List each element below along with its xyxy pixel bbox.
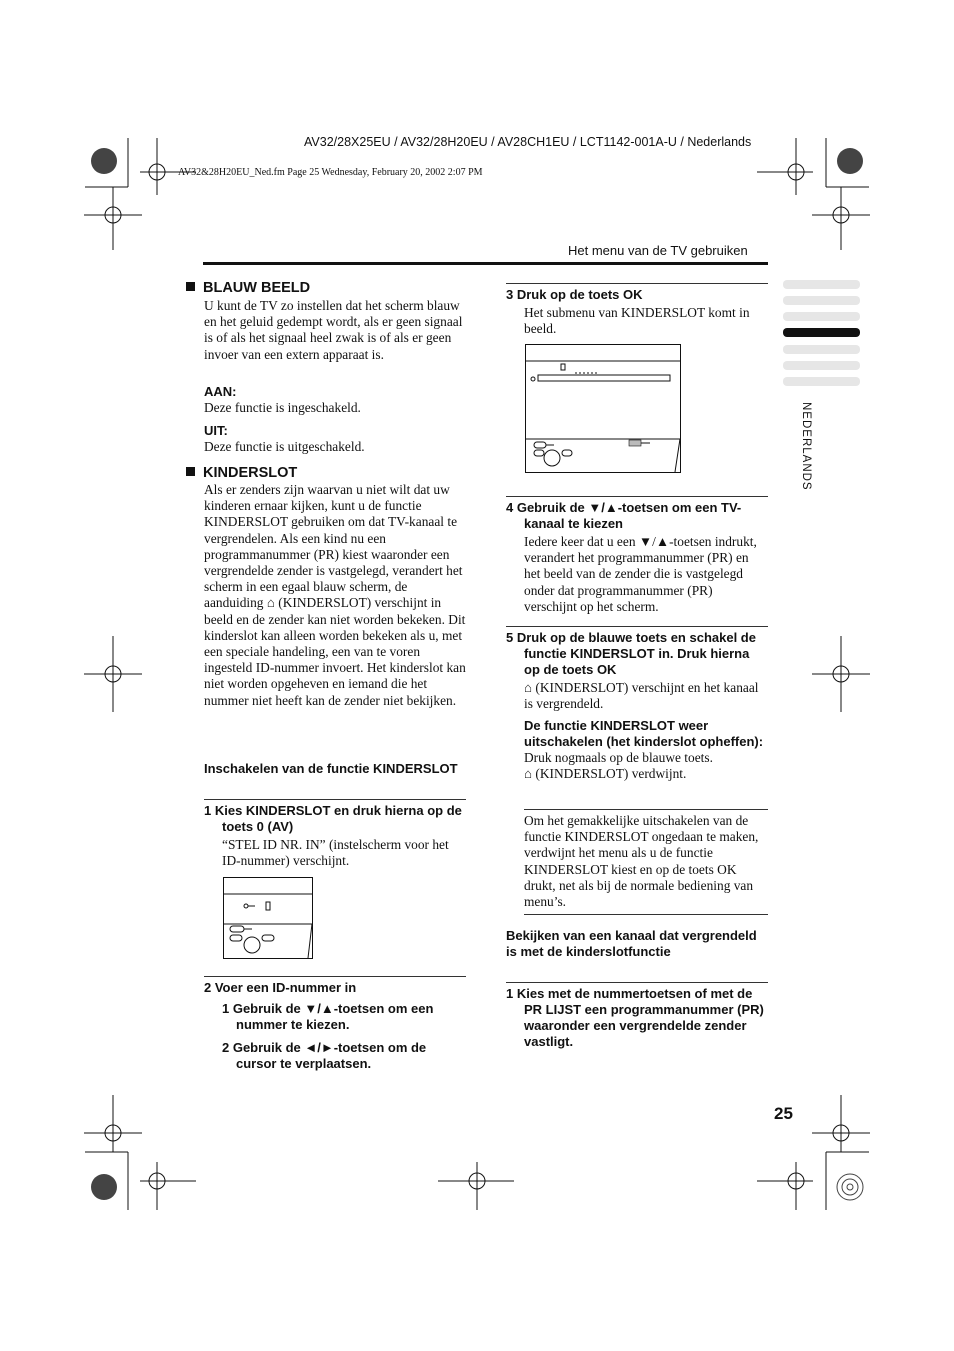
chapter-tab (783, 345, 860, 354)
weer-text-2: ⌂ (KINDERSLOT) verdwijnt. (524, 766, 687, 782)
aan-label: AAN: (204, 384, 237, 399)
chapter-tab (783, 361, 860, 370)
divider (204, 799, 466, 800)
step2-sub1: 1 Gebruik de ▼/▲-toetsen om een nummer te kiezen. (222, 1001, 434, 1032)
kinderslot-text: Als er zenders zijn waarvan u niet wilt dat uw kinderen ernaar kijken, kunt u de functie KINDERSLOT gebruiken om dat TV-kanaal te vergrendelen. Als een kind nu een programmanummer (PR) kiest waaronder een vergrendelde zender is vastgelegd, verandert het scherm in een egaal blauw scherm, de aanduiding ⌂ (KINDERSLOT) verschijnt in beeld en de zender kan niet worden bekeken. Dit kinderslot kan alleen worden bekeken als u, met een speciale handeling, een van te voren ingesteld ID-nummer invoert. Het kinderslot kan niet worden opgeheven en iemand die het nummer niet heeft kan de zender niet bekijken. (204, 482, 466, 708)
step2-sub2: 2 Gebruik de ◄/►-toetsen om de cursor te verplaatsen. (222, 1040, 427, 1071)
divider (506, 982, 768, 983)
divider (204, 976, 466, 977)
step4-text: Iedere keer dat u een ▼/▲-toetsen indrukt, verandert het programmanummer (PR) en het beeld van de zender die is vastgelegd onder dat programmanummer (PR) verschijnt op het scherm. (524, 534, 757, 614)
left-column (186, 280, 466, 296)
blauw-beeld-text: U kunt de TV zo instellen dat het scherm blauw en het geluid gedempt wordt, als er geen signaal is of als het signaal heel zwak is of als er geen invoer van een extern apparaat is. (204, 298, 463, 362)
step5-title: 5 Druk op de blauwe toets en schakel de functie KINDERSLOT in. Druk hierna op de toets OK (506, 630, 756, 677)
inschakelen-heading: Inschakelen van de functie KINDERSLOT (204, 761, 458, 776)
divider (524, 809, 768, 810)
divider (506, 283, 768, 284)
divider (506, 496, 768, 497)
bekijken-heading: Bekijken van een kanaal dat vergrendeld is met de kinderslotfunctie (506, 928, 757, 959)
screen-graphic (526, 345, 680, 472)
step3-text: Het submenu van KINDERSLOT komt in beeld. (524, 305, 750, 337)
chapter-tab (783, 377, 860, 386)
step3-title: 3 Druk op de toets OK (506, 287, 643, 302)
chapter-tab (783, 296, 860, 305)
uit-text: Deze functie is uitgeschakeld. (204, 439, 365, 454)
chapter-tab-active (783, 328, 860, 337)
divider (506, 626, 768, 627)
divider (524, 914, 768, 915)
screen-graphic (224, 878, 312, 958)
note-text: Om het gemakkelijke uitschakelen van de functie KINDERSLOT ongedaan te maken, verdwijnt het menu als u de functie KINDERSLOT kiest en op de toets OK drukt, net als bij de normale bediening van menu’s. (524, 813, 759, 910)
step5-text: ⌂ (KINDERSLOT) verschijnt en het kanaal is vergrendeld. (524, 680, 759, 712)
id-entry-screen (223, 877, 313, 959)
file-info: AV32&28H20EU_Ned.fm Page 25 Wednesday, February 20, 2002 2:07 PM (178, 167, 483, 178)
weer-uitschakelen-heading: De functie KINDERSLOT weer uitschakelen (het kinderslot opheffen): (524, 718, 764, 749)
kinderslot-submenu-screen (525, 344, 681, 473)
step4-title: 4 Gebruik de ▼/▲-toetsen om een TV-kanaal te kiezen (506, 500, 742, 531)
aan-text: Deze functie is ingeschakeld. (204, 400, 361, 415)
model-header: AV32/28X25EU / AV32/28H20EU / AV28CH1EU / LCT1142-001A-U / Nederlands (304, 135, 752, 149)
side-language-label: NEDERLANDS (800, 402, 812, 491)
step1-text: “STEL ID NR. IN” (instelscherm voor het ID-nummer) verschijnt. (222, 837, 449, 869)
uit-label: UIT: (204, 423, 228, 438)
blauw-beeld-heading: BLAUW BEELD (186, 280, 466, 296)
step1-title: 1 Kies KINDERSLOT en druk hierna op de toets 0 (AV) (204, 803, 462, 834)
weer-text-1: Druk nogmaals op de blauwe toets. (524, 750, 713, 765)
step1b-title: 1 Kies met de nummertoetsen of met de PR LIJST een programmanummer (PR) waaronder een vergrendelde zender vastligt. (506, 986, 764, 1049)
step2-title: 2 Voer een ID-nummer in (204, 980, 357, 995)
chapter-tab (783, 312, 860, 321)
page-number: 25 (774, 1104, 793, 1123)
kinderslot-heading: KINDERSLOT (186, 465, 466, 481)
section-title: Het menu van de TV gebruiken (568, 243, 748, 258)
top-rule (203, 262, 768, 265)
chapter-tab (783, 280, 860, 289)
